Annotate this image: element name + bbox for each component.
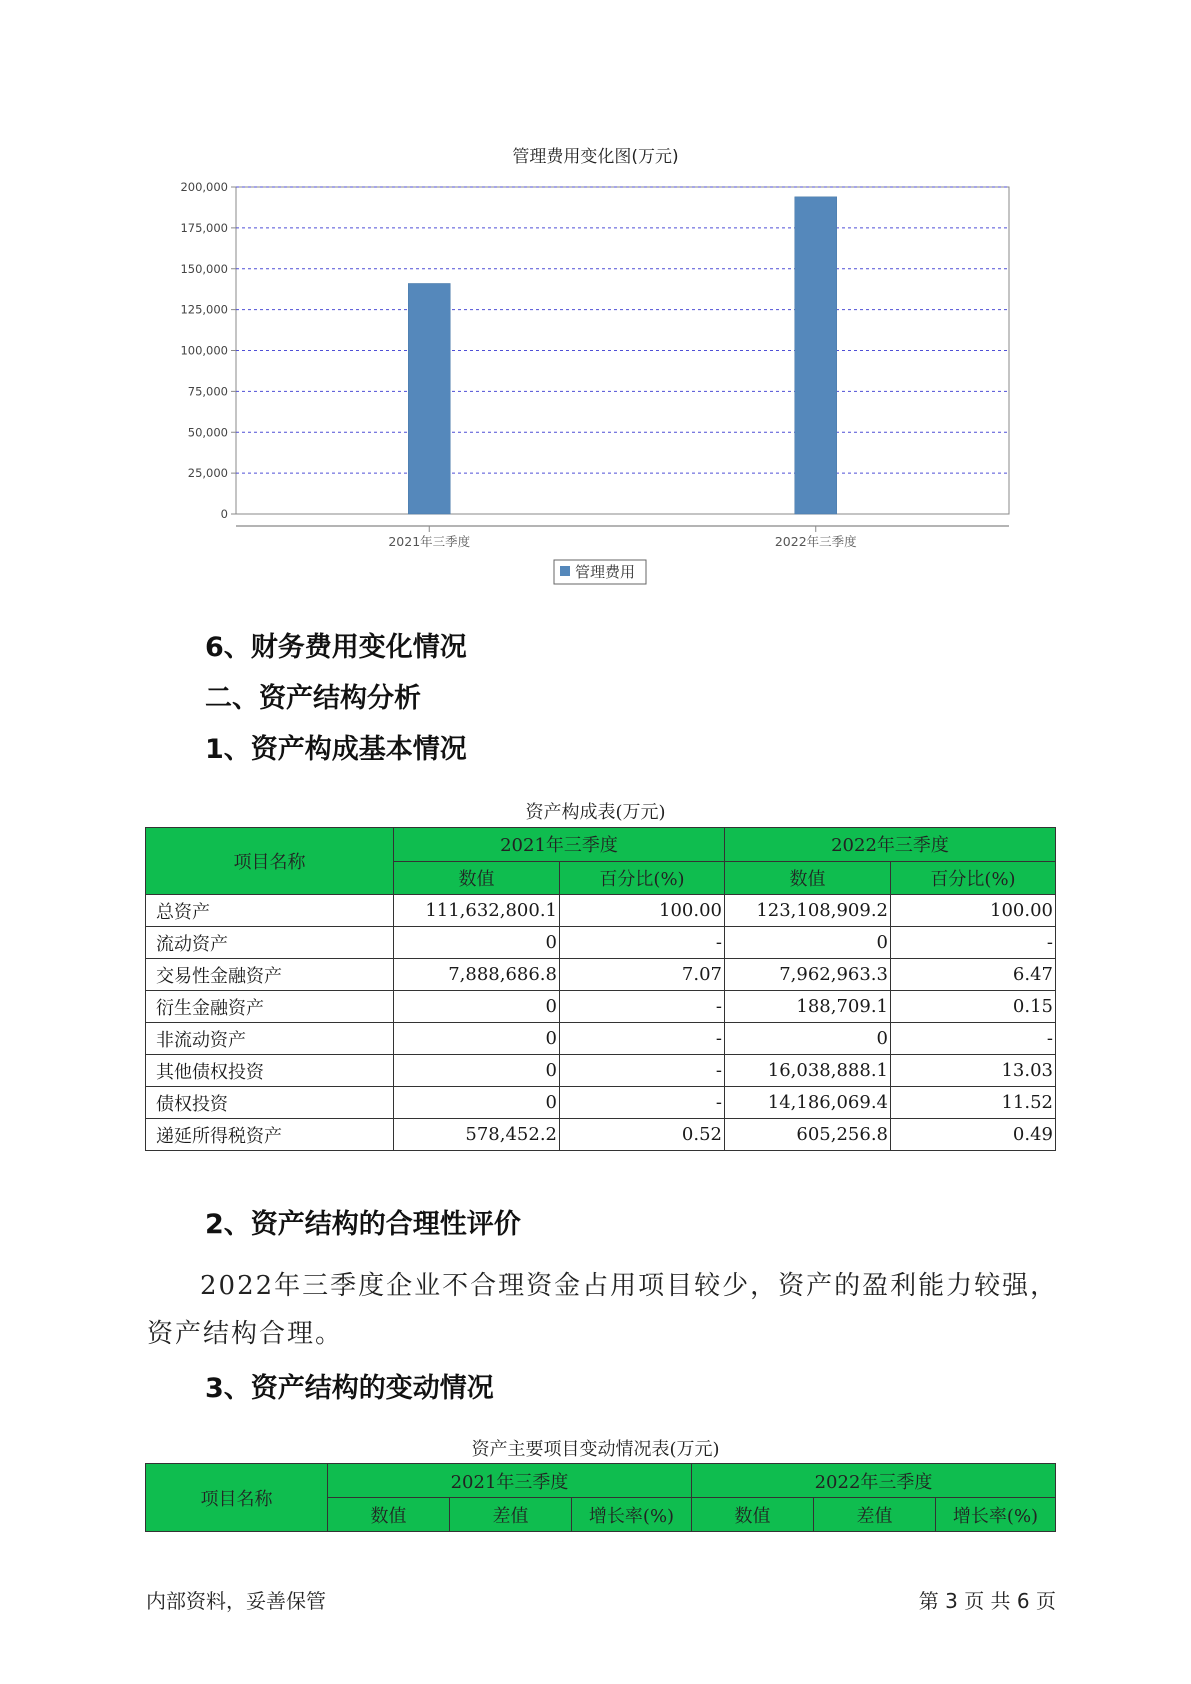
table-row <box>146 1055 1056 1087</box>
evaluation-paragraph-line1: 2022年三季度企业不合理资金占用项目较少，资产的盈利能力较强， <box>200 1271 1059 1301</box>
bar-chart <box>0 0 1191 600</box>
heading-finance-cost: 6、财务费用变化情况 <box>205 632 467 663</box>
header-period-2022: 2022年三季度 <box>725 828 1056 862</box>
cell-value-2022: 14,186,069.4 <box>725 1087 891 1119</box>
x-tick-label: 2021年三季度 <box>388 534 471 549</box>
cell-percent-2022: 11.52 <box>891 1087 1056 1119</box>
y-tick-label: 50,000 <box>187 425 228 440</box>
cell-percent-2022: 0.15 <box>891 991 1056 1023</box>
table2-caption: 资产主要项目变动情况表(万元) <box>471 1439 720 1460</box>
cell-value-2022: 16,038,888.1 <box>725 1055 891 1087</box>
y-tick-label: 75,000 <box>187 384 228 399</box>
heading-asset-basic: 1、资产构成基本情况 <box>205 734 467 765</box>
y-tick-label: 200,000 <box>180 180 228 194</box>
header-growth-rate: 增长率(%) <box>936 1498 1056 1532</box>
cell-value-2022: 605,256.8 <box>725 1119 891 1151</box>
cell-value-2022: 0 <box>725 1023 891 1055</box>
cell-value-2022: 123,108,909.2 <box>725 895 891 927</box>
table-row <box>146 959 1056 991</box>
table-row <box>146 1119 1056 1151</box>
header-diff: 差值 <box>450 1498 572 1532</box>
row-name: 总资产 <box>146 895 394 927</box>
y-tick-label: 25,000 <box>187 466 228 481</box>
header-percent: 百分比(%) <box>891 861 1056 895</box>
cell-value-2022: 0 <box>725 927 891 959</box>
bar <box>408 283 450 514</box>
header-value: 数值 <box>725 861 891 895</box>
cell-value-2021: 0 <box>394 1087 560 1119</box>
row-name: 流动资产 <box>146 927 394 959</box>
x-tick-label: 2022年三季度 <box>774 534 857 549</box>
table1-caption: 资产构成表(万元) <box>525 802 666 823</box>
row-name: 债权投资 <box>146 1087 394 1119</box>
cell-value-2021: 111,632,800.1 <box>394 895 560 927</box>
cell-percent-2022: 0.49 <box>891 1119 1056 1151</box>
cell-percent-2021: - <box>560 1055 725 1087</box>
y-tick-label: 175,000 <box>180 220 228 235</box>
legend-swatch <box>560 566 570 576</box>
cell-value-2021: 0 <box>394 991 560 1023</box>
header-value: 数值 <box>328 1498 450 1532</box>
cell-percent-2022: 6.47 <box>891 959 1056 991</box>
y-tick-label: 150,000 <box>180 261 228 276</box>
table-row <box>146 1023 1056 1055</box>
heading-asset-structure: 二、资产结构分析 <box>205 683 421 714</box>
header-period-2021: 2021年三季度 <box>328 1464 692 1498</box>
asset-change-table <box>145 1463 1056 1532</box>
chart-title: 管理费用变化图(万元) <box>512 147 679 167</box>
cell-value-2022: 188,709.1 <box>725 991 891 1023</box>
cell-value-2022: 7,962,963.3 <box>725 959 891 991</box>
cell-value-2021: 0 <box>394 927 560 959</box>
evaluation-paragraph-line2: 资产结构合理。 <box>147 1319 344 1349</box>
cell-value-2021: 0 <box>394 1055 560 1087</box>
y-tick-label: 125,000 <box>180 302 228 317</box>
header-percent: 百分比(%) <box>560 861 725 895</box>
footer-page-number: 第 3 页 共 6 页 <box>918 1589 1056 1613</box>
header-item-name: 项目名称 <box>146 1464 328 1532</box>
cell-percent-2022: 100.00 <box>891 895 1056 927</box>
cell-percent-2021: 7.07 <box>560 959 725 991</box>
cell-value-2021: 0 <box>394 1023 560 1055</box>
row-name: 衍生金融资产 <box>146 991 394 1023</box>
y-tick-label: 0 <box>220 507 228 521</box>
header-diff: 差值 <box>814 1498 936 1532</box>
cell-percent-2022: 13.03 <box>891 1055 1056 1087</box>
heading-structure-change: 3、资产结构的变动情况 <box>205 1373 494 1404</box>
row-name: 递延所得税资产 <box>146 1119 394 1151</box>
cell-percent-2021: - <box>560 1023 725 1055</box>
footer-confidential-note: 内部资料，妥善保管 <box>146 1589 326 1613</box>
y-tick-label: 100,000 <box>180 343 228 358</box>
cell-percent-2021: - <box>560 1087 725 1119</box>
cell-percent-2021: 100.00 <box>560 895 725 927</box>
header-value: 数值 <box>692 1498 814 1532</box>
cell-percent-2021: 0.52 <box>560 1119 725 1151</box>
row-name: 非流动资产 <box>146 1023 394 1055</box>
header-growth-rate: 增长率(%) <box>572 1498 692 1532</box>
table-row <box>146 927 1056 959</box>
legend-label: 管理费用 <box>575 563 636 581</box>
header-value: 数值 <box>394 861 560 895</box>
row-name: 交易性金融资产 <box>146 959 394 991</box>
header-period-2021: 2021年三季度 <box>394 828 725 862</box>
table-row <box>146 895 1056 927</box>
cell-value-2021: 578,452.2 <box>394 1119 560 1151</box>
asset-composition-table <box>145 827 1056 1151</box>
cell-value-2021: 7,888,686.8 <box>394 959 560 991</box>
table-row <box>146 991 1056 1023</box>
heading-structure-evaluation: 2、资产结构的合理性评价 <box>205 1209 521 1240</box>
header-period-2022: 2022年三季度 <box>692 1464 1056 1498</box>
header-item-name: 项目名称 <box>146 828 394 895</box>
cell-percent-2021: - <box>560 927 725 959</box>
table-row <box>146 1087 1056 1119</box>
row-name: 其他债权投资 <box>146 1055 394 1087</box>
bar <box>795 197 837 514</box>
cell-percent-2021: - <box>560 991 725 1023</box>
cell-percent-2022: - <box>891 927 1056 959</box>
cell-percent-2022: - <box>891 1023 1056 1055</box>
